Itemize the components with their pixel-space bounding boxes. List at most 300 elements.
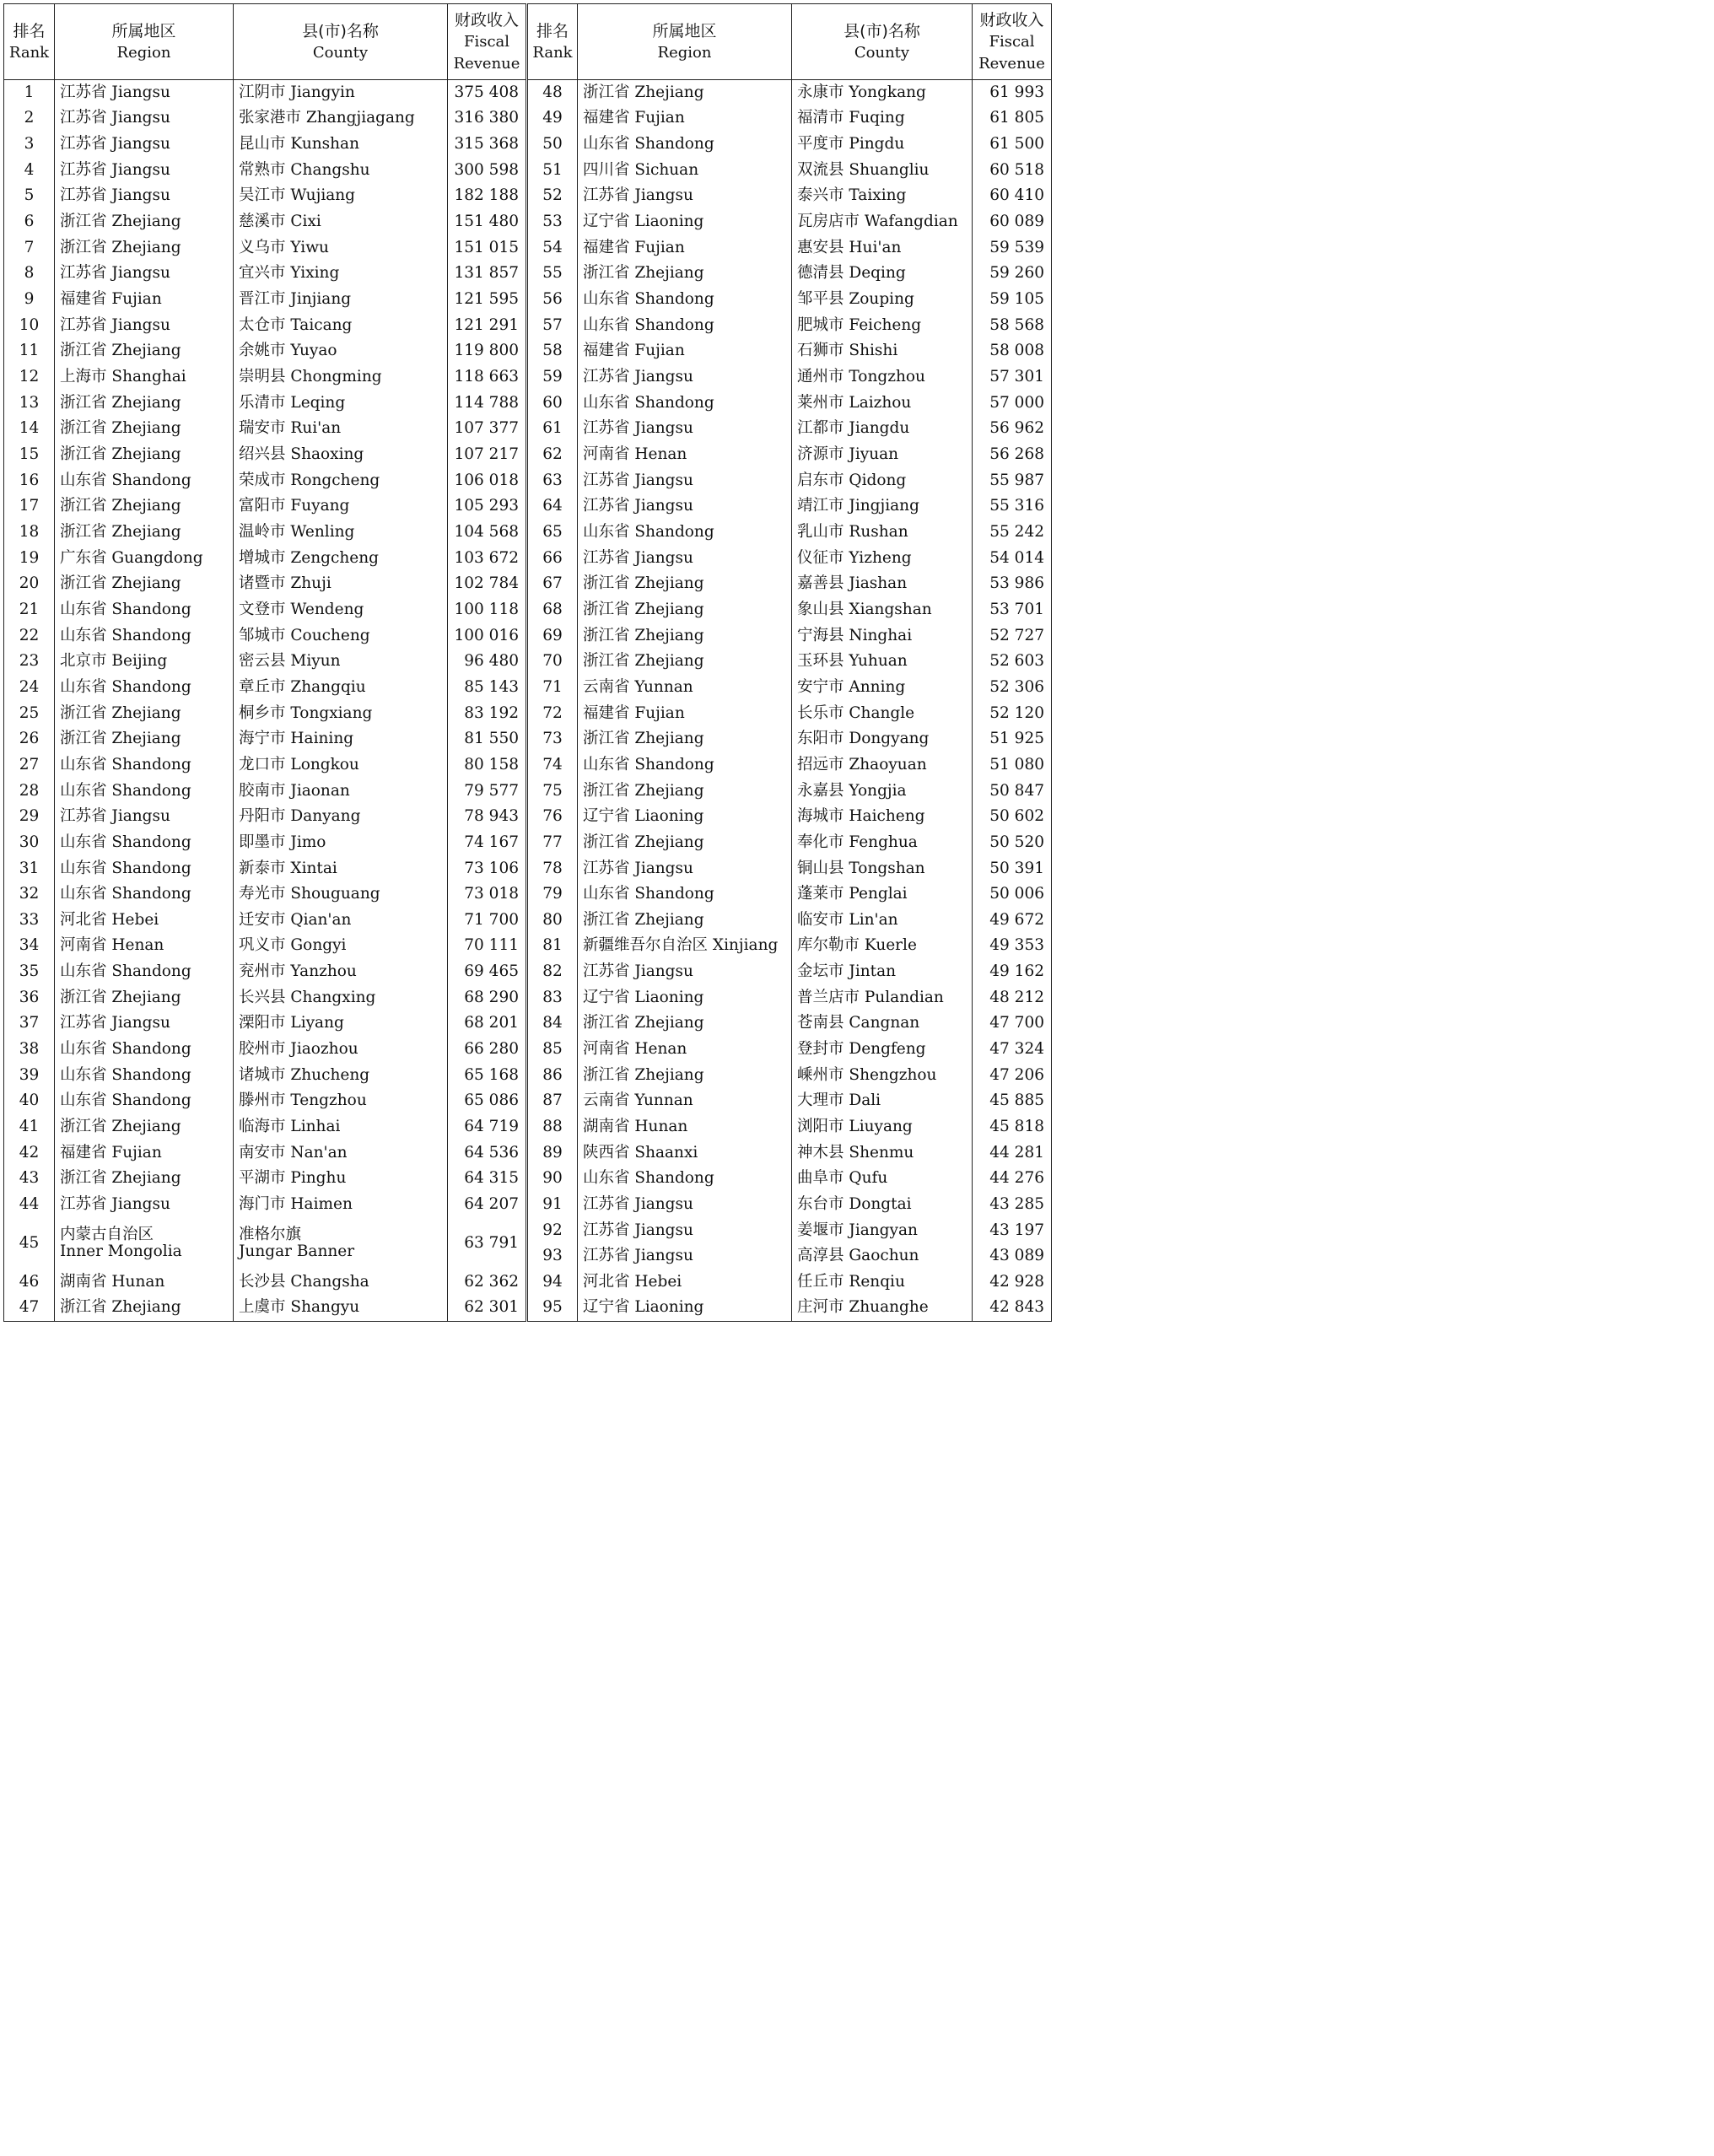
revenue-cell (448, 132, 527, 158)
county-cell (792, 467, 973, 493)
region-zh: 云南省 (583, 677, 630, 696)
rank-cell (4, 157, 55, 183)
table-row (4, 830, 1052, 856)
county-cell (234, 908, 448, 934)
table-row (4, 105, 1052, 132)
region-cell (55, 752, 234, 779)
table-row (4, 1088, 1052, 1114)
region-en: Shandong (634, 393, 714, 412)
county-cell (234, 209, 448, 235)
header-revenue-right (973, 4, 1052, 80)
revenue-cell (448, 338, 527, 364)
revenue-value: 118 663 (454, 368, 519, 386)
county-cell (792, 183, 973, 209)
rank-value: 82 (542, 962, 563, 981)
rank-value: 79 (542, 885, 563, 903)
county-cell (792, 623, 973, 649)
region-cell (55, 623, 234, 649)
region-zh: 浙江省 (583, 600, 630, 618)
rank-value: 55 (542, 264, 563, 283)
region-cell (578, 959, 792, 985)
revenue-value: 60 089 (989, 213, 1044, 231)
region-zh: 江苏省 (60, 315, 107, 334)
region-cell (55, 442, 234, 468)
county-cell (234, 105, 448, 132)
rank-value: 86 (542, 1065, 563, 1084)
rank-value: 89 (542, 1143, 563, 1162)
revenue-cell (973, 700, 1052, 726)
region-en: Jiangsu (111, 160, 170, 179)
table-row (4, 1140, 1052, 1166)
region-cell (55, 209, 234, 235)
header-county-en: County (312, 43, 369, 62)
rank-value: 73 (542, 730, 563, 748)
rank-value: 41 (19, 1118, 40, 1136)
region-en: Hebei (111, 910, 159, 929)
region-zh: 浙江省 (60, 1298, 107, 1317)
county-zh: 永嘉县 (797, 781, 844, 800)
revenue-value: 375 408 (454, 84, 519, 102)
header-region-zh: 所属地区 (111, 21, 176, 40)
region-cell (55, 157, 234, 183)
region-cell (578, 1192, 792, 1218)
revenue-value: 61 993 (989, 84, 1044, 102)
revenue-cell (448, 804, 527, 830)
rank-value: 85 (542, 1040, 563, 1059)
county-en: Qidong (849, 471, 907, 489)
region-zh: 浙江省 (60, 522, 107, 541)
region-cell (578, 132, 792, 158)
region-cell (578, 1011, 792, 1037)
rank-cell (4, 1088, 55, 1114)
revenue-value: 55 242 (989, 522, 1044, 541)
rank-value: 24 (19, 677, 40, 696)
county-zh: 铜山县 (797, 859, 844, 877)
rank-cell (527, 597, 578, 623)
revenue-value: 52 603 (989, 652, 1044, 671)
revenue-cell (973, 338, 1052, 364)
revenue-cell (973, 908, 1052, 934)
rank-cell (4, 1140, 55, 1166)
table-row (4, 132, 1052, 158)
revenue-cell (973, 416, 1052, 442)
region-cell (55, 571, 234, 597)
region-cell (578, 597, 792, 623)
rank-cell (4, 80, 55, 106)
county-cell (234, 234, 448, 261)
region-en: Jiangsu (111, 807, 170, 826)
revenue-cell (448, 1114, 527, 1140)
county-cell (234, 700, 448, 726)
county-en: Haining (290, 730, 354, 748)
county-en: Jingjiang (849, 497, 919, 515)
revenue-value: 54 014 (989, 548, 1044, 567)
rank-cell (527, 312, 578, 338)
county-zh: 江阴市 (239, 84, 286, 102)
county-en: Anning (849, 677, 906, 696)
revenue-value: 42 843 (989, 1298, 1044, 1317)
county-zh: 寿光市 (239, 885, 286, 903)
table-row (4, 1166, 1052, 1192)
region-en: Shandong (634, 1169, 714, 1188)
region-zh: 江苏省 (583, 1247, 630, 1265)
county-cell (792, 390, 973, 416)
county-zh: 泰兴市 (797, 186, 844, 205)
revenue-cell (448, 105, 527, 132)
rank-value: 87 (542, 1091, 563, 1110)
table-row (4, 881, 1052, 908)
region-cell (55, 493, 234, 520)
revenue-value: 60 410 (989, 186, 1044, 205)
county-cell (792, 700, 973, 726)
county-cell (234, 520, 448, 546)
region-cell (578, 1243, 792, 1269)
revenue-value: 60 518 (989, 160, 1044, 179)
county-en: Nan'an (290, 1143, 348, 1162)
table-row (4, 183, 1052, 209)
county-en: Hui'an (849, 238, 902, 256)
revenue-value: 64 719 (464, 1118, 519, 1136)
county-en: Leqing (290, 393, 346, 412)
region-zh: 江苏省 (60, 1195, 107, 1214)
rank-cell (4, 649, 55, 675)
county-cell (792, 545, 973, 571)
rank-cell (527, 157, 578, 183)
region-en: Inner Mongolia (60, 1242, 182, 1261)
rank-cell (527, 467, 578, 493)
region-zh: 江苏省 (60, 186, 107, 205)
county-zh: 库尔勒市 (797, 936, 860, 955)
county-zh: 安宁市 (797, 677, 844, 696)
region-cell (55, 1088, 234, 1114)
revenue-cell (448, 287, 527, 313)
region-en: Jiangsu (111, 109, 170, 127)
region-en: Zhejiang (111, 522, 181, 541)
rank-cell (527, 1217, 578, 1243)
revenue-cell (448, 312, 527, 338)
region-cell (578, 312, 792, 338)
region-cell (55, 1140, 234, 1166)
rank-cell (527, 1114, 578, 1140)
rank-value: 64 (542, 497, 563, 515)
revenue-cell (448, 234, 527, 261)
region-en: Yunnan (634, 1091, 693, 1110)
county-en: Taixing (849, 186, 907, 205)
county-en: Pulandian (864, 988, 944, 1006)
region-zh: 福建省 (583, 703, 630, 722)
header-region (55, 4, 234, 80)
region-zh: 河南省 (583, 1040, 630, 1059)
rank-cell (4, 881, 55, 908)
region-zh: 江苏省 (60, 1014, 107, 1032)
region-cell (578, 675, 792, 701)
region-en: Jiangsu (634, 859, 693, 877)
revenue-value: 85 143 (464, 677, 519, 696)
table-body (4, 80, 1052, 1322)
county-cell (792, 649, 973, 675)
county-en: Wendeng (290, 600, 364, 618)
rank-cell (527, 933, 578, 959)
rank-value: 9 (24, 290, 35, 309)
rank-cell (527, 80, 578, 106)
revenue-value: 121 291 (454, 315, 519, 334)
county-cell (234, 778, 448, 804)
revenue-value: 50 006 (989, 885, 1044, 903)
county-cell (792, 855, 973, 881)
table-row (4, 649, 1052, 675)
region-zh: 湖南省 (60, 1273, 107, 1291)
header-rank (4, 4, 55, 80)
county-en: Zhuji (290, 574, 331, 593)
revenue-value: 50 391 (989, 859, 1044, 877)
rank-value: 72 (542, 703, 563, 722)
county-en: Kuerle (864, 936, 917, 955)
county-en: Zengcheng (290, 548, 379, 567)
rank-value: 83 (542, 988, 563, 1006)
region-zh: 浙江省 (60, 1118, 107, 1136)
county-zh: 昆山市 (239, 135, 286, 154)
county-cell (234, 261, 448, 287)
revenue-value: 58 568 (989, 315, 1044, 334)
rank-cell (527, 261, 578, 287)
county-cell (234, 623, 448, 649)
region-zh: 辽宁省 (583, 1298, 630, 1317)
revenue-value: 53 701 (989, 600, 1044, 618)
region-cell (55, 1011, 234, 1037)
county-cell (234, 467, 448, 493)
region-en: Shandong (111, 600, 191, 618)
table-row (4, 1114, 1052, 1140)
region-zh: 山东省 (60, 885, 107, 903)
revenue-value: 104 568 (454, 522, 519, 541)
region-cell (55, 675, 234, 701)
rank-cell (527, 855, 578, 881)
revenue-cell (973, 752, 1052, 779)
county-cell (234, 804, 448, 830)
table-row (4, 287, 1052, 313)
table-row (4, 752, 1052, 779)
revenue-value: 63 791 (464, 1234, 519, 1253)
region-en: Fujian (634, 342, 685, 360)
rank-cell (527, 416, 578, 442)
county-en: Changshu (290, 160, 370, 179)
county-zh: 迁安市 (239, 910, 286, 929)
county-en: Fuqing (849, 109, 905, 127)
table-row (4, 493, 1052, 520)
county-zh: 邹城市 (239, 626, 286, 644)
table-row (4, 1062, 1052, 1088)
region-zh: 江苏省 (583, 548, 630, 567)
region-en: Zhejiang (634, 626, 704, 644)
rank-cell (4, 390, 55, 416)
region-en: Jiangsu (634, 1195, 693, 1214)
region-en: Jiangsu (111, 1014, 170, 1032)
region-cell (55, 726, 234, 752)
rank-value: 81 (542, 936, 563, 955)
rank-value: 29 (19, 807, 40, 826)
region-zh: 浙江省 (60, 730, 107, 748)
region-en: Shandong (111, 962, 191, 981)
rank-value: 42 (19, 1143, 40, 1162)
county-zh: 兖州市 (239, 962, 286, 981)
revenue-value: 107 217 (454, 445, 519, 464)
county-zh: 石狮市 (797, 342, 844, 360)
region-zh: 浙江省 (583, 574, 630, 593)
header-county (234, 4, 448, 80)
county-en: Yanzhou (290, 962, 357, 981)
county-en: Jiaonan (290, 781, 350, 800)
county-en: Zhucheng (290, 1065, 370, 1084)
region-zh: 江苏省 (60, 84, 107, 102)
county-cell (792, 778, 973, 804)
county-cell (792, 752, 973, 779)
rank-cell (4, 597, 55, 623)
region-en: Zhejiang (111, 988, 181, 1006)
region-zh: 浙江省 (60, 445, 107, 464)
revenue-cell (448, 571, 527, 597)
table-row (4, 80, 1052, 106)
region-zh: 山东省 (60, 755, 107, 773)
rank-cell (527, 1192, 578, 1218)
region-zh: 浙江省 (583, 652, 630, 671)
region-cell (578, 493, 792, 520)
revenue-cell (973, 105, 1052, 132)
region-en: Jiangsu (111, 264, 170, 283)
rank-cell (527, 1295, 578, 1321)
region-en: Shandong (111, 626, 191, 644)
county-zh: 瑞安市 (239, 419, 286, 438)
rank-value: 20 (19, 574, 40, 593)
region-en: Hebei (634, 1273, 682, 1291)
rank-value: 32 (19, 885, 40, 903)
header-region-en: Region (116, 43, 171, 62)
region-cell (578, 726, 792, 752)
region-en: Zhejiang (111, 1118, 181, 1136)
county-cell (234, 1166, 448, 1192)
region-en: Fujian (634, 238, 685, 256)
table-row (4, 416, 1052, 442)
revenue-value: 50 602 (989, 807, 1044, 826)
county-en: Tongzhou (849, 368, 925, 386)
rank-cell (4, 1192, 55, 1218)
county-cell (234, 1037, 448, 1063)
rank-value: 74 (542, 755, 563, 773)
table-row (4, 1192, 1052, 1218)
rank-value: 90 (542, 1169, 563, 1188)
county-cell (234, 1088, 448, 1114)
revenue-value: 43 285 (989, 1195, 1044, 1214)
rank-value: 93 (542, 1247, 563, 1265)
revenue-value: 59 539 (989, 238, 1044, 256)
table-row (4, 1269, 1052, 1296)
revenue-cell (973, 1062, 1052, 1088)
table-row (4, 778, 1052, 804)
region-cell (55, 183, 234, 209)
region-zh: 河北省 (583, 1273, 630, 1291)
county-en: Wafangdian (864, 213, 958, 231)
region-cell (578, 752, 792, 779)
region-cell (578, 1037, 792, 1063)
county-zh: 太仓市 (239, 315, 286, 334)
county-cell (234, 1217, 448, 1269)
county-cell (792, 442, 973, 468)
rank-value: 28 (19, 781, 40, 800)
rank-value: 31 (19, 859, 40, 877)
county-en: Taicang (290, 315, 353, 334)
county-en: Jiangyan (849, 1221, 918, 1239)
rank-cell (527, 1243, 578, 1269)
county-cell (234, 1011, 448, 1037)
rank-value: 66 (542, 548, 563, 567)
table-row (4, 209, 1052, 235)
revenue-cell (448, 700, 527, 726)
rank-cell (527, 132, 578, 158)
region-zh: 江苏省 (583, 962, 630, 981)
region-zh: 江苏省 (583, 1195, 630, 1214)
revenue-value: 61 805 (989, 109, 1044, 127)
rank-cell (4, 545, 55, 571)
region-cell (578, 778, 792, 804)
rank-cell (4, 1011, 55, 1037)
revenue-cell (973, 571, 1052, 597)
revenue-cell (448, 1088, 527, 1114)
rank-value: 62 (542, 445, 563, 464)
rank-cell (527, 908, 578, 934)
region-cell (578, 1114, 792, 1140)
header-revenue-en1: Fiscal (463, 32, 510, 51)
county-zh: 滕州市 (239, 1091, 286, 1110)
revenue-value: 119 800 (454, 342, 519, 360)
county-en: Changle (849, 703, 915, 722)
county-zh: 庄河市 (797, 1298, 844, 1317)
rank-cell (4, 416, 55, 442)
rank-value: 78 (542, 859, 563, 877)
county-cell (792, 1140, 973, 1166)
region-zh: 浙江省 (60, 703, 107, 722)
region-en: Shandong (111, 755, 191, 773)
county-zh: 姜堰市 (797, 1221, 844, 1239)
revenue-value: 43 089 (989, 1247, 1044, 1265)
revenue-value: 50 847 (989, 781, 1044, 800)
county-cell (792, 287, 973, 313)
revenue-value: 78 943 (464, 807, 519, 826)
revenue-cell (973, 80, 1052, 106)
revenue-cell (448, 778, 527, 804)
county-cell (234, 597, 448, 623)
rank-value: 92 (542, 1221, 563, 1239)
header-county-right (792, 4, 973, 80)
region-zh: 山东省 (583, 522, 630, 541)
rank-value: 30 (19, 833, 40, 851)
header-region-en-right: Region (657, 43, 712, 62)
region-en: Jiangsu (634, 186, 693, 205)
rank-value: 4 (24, 160, 35, 179)
region-zh: 浙江省 (60, 419, 107, 438)
region-cell (55, 984, 234, 1011)
rank-cell (527, 520, 578, 546)
region-cell (578, 105, 792, 132)
county-zh: 济源市 (797, 445, 844, 464)
rank-value: 12 (19, 368, 40, 386)
rank-cell (4, 1114, 55, 1140)
rank-value: 71 (542, 677, 563, 696)
rank-value: 59 (542, 368, 563, 386)
county-cell (792, 1192, 973, 1218)
rank-value: 75 (542, 781, 563, 800)
revenue-value: 55 987 (989, 471, 1044, 489)
region-cell (55, 545, 234, 571)
county-en: Shangyu (290, 1298, 360, 1317)
